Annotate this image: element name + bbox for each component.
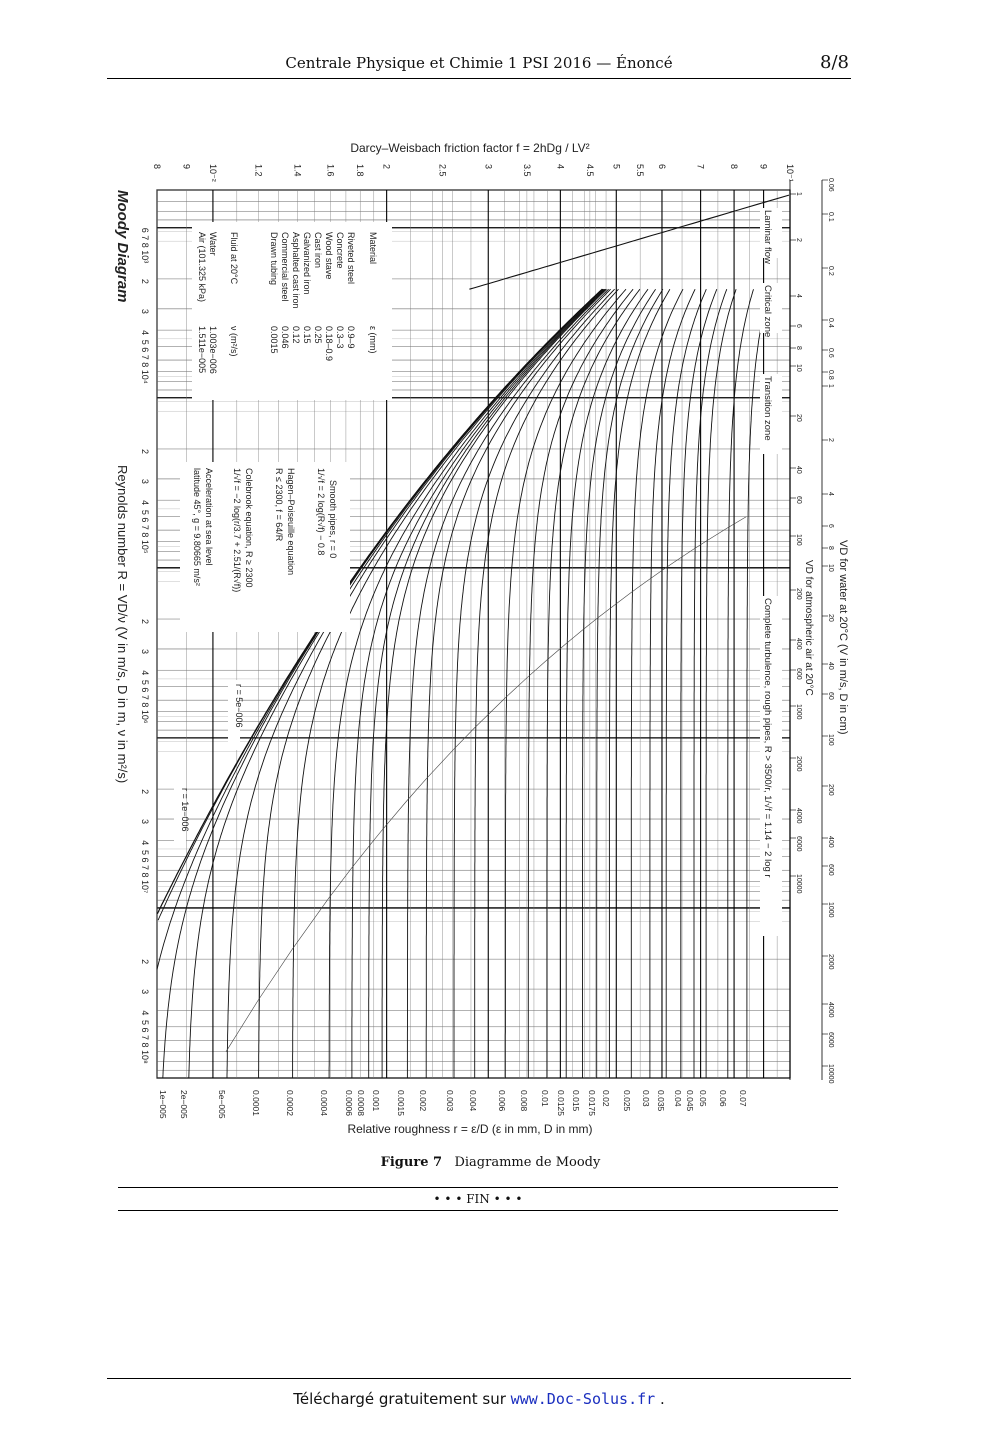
water-tick-label: 6000 xyxy=(795,836,802,852)
air-tick-label: 0.06 xyxy=(827,178,834,192)
roughness-label: 0.0125 xyxy=(556,1090,566,1116)
gravity-value: latitude 45°, g = 9.80665 m/s² xyxy=(192,468,202,586)
reynolds-tick-label: 4 xyxy=(140,670,150,676)
water-tick-label: 60 xyxy=(795,496,802,504)
reynolds-tick-label: 2 xyxy=(140,789,150,795)
friction-tick-label: 8 xyxy=(729,164,740,170)
water-axis-label: VD for water at 20°C (V in m/s, D in cm) xyxy=(837,540,849,735)
air-tick-label: 0.8 xyxy=(827,370,834,380)
gravity-note: Acceleration at sea level xyxy=(204,468,214,566)
colebrook-curve xyxy=(631,289,683,1078)
friction-tick-label: 7 xyxy=(695,164,706,170)
air-tick-label: 1000 xyxy=(827,902,834,918)
fluid-name: Air (101.325 kPa) xyxy=(197,232,207,303)
air-tick-label: 200 xyxy=(827,784,834,796)
footer-text xyxy=(293,1390,664,1408)
material-name: Commercial steel xyxy=(280,232,290,302)
material-epsilon: 0.9–9 xyxy=(346,326,356,349)
colebrook-curve xyxy=(597,289,663,1078)
reynolds-tick-label: 3 xyxy=(140,478,150,484)
water-tick-label: 600 xyxy=(795,668,802,680)
friction-axis-label: Darcy–Weisbach friction factor f = 2hDg / LV² xyxy=(350,141,590,155)
fluid-nu: 1.511e−005 xyxy=(197,326,207,374)
region-label: Laminar flow xyxy=(762,210,773,264)
curve-label: r = 5e−006 xyxy=(234,684,244,728)
reynolds-tick-label: 6 7 8 10³ xyxy=(140,227,150,264)
air-tick-label: 0.1 xyxy=(827,212,834,222)
water-tick-label: 4 xyxy=(795,294,802,298)
air-tick-label: 1 xyxy=(827,384,834,388)
region-label: Complete turbulence, rough pipes, R > 3500/r, 1/√f = 1.14 − 2 log r xyxy=(762,598,773,878)
reynolds-tick-label: 2 xyxy=(140,278,150,284)
footer-suffix: . xyxy=(659,1390,665,1408)
smooth-pipe-label: Smooth pipes, r = 0 xyxy=(328,480,338,559)
reynolds-tick-label: 4 xyxy=(140,500,150,506)
roughness-label: 0.0015 xyxy=(396,1090,406,1116)
nu-header: ν (m²/s) xyxy=(229,326,239,357)
water-tick-label: 1 xyxy=(795,192,802,196)
figure-text: Diagramme de Moody xyxy=(454,1155,601,1170)
figure-label: Figure 7 xyxy=(380,1155,443,1170)
colebrook-curve xyxy=(650,289,695,1078)
roughness-labels xyxy=(158,1090,748,1119)
curve-label: r = 1e−006 xyxy=(180,788,190,832)
reynolds-tick-label: 5 6 7 8 10⁵ xyxy=(140,509,150,554)
roughness-label: 0.002 xyxy=(418,1090,428,1112)
air-tick-label: 8 xyxy=(827,546,834,550)
friction-tick-labels xyxy=(152,164,795,182)
air-tick-label: 4 xyxy=(827,492,834,496)
friction-tick-label: 1.8 xyxy=(355,164,366,177)
material-header: Material xyxy=(368,232,378,265)
footer-link[interactable]: www.Doc-Solus.fr xyxy=(510,1390,656,1408)
air-tick-label: 0.6 xyxy=(827,348,834,358)
reynolds-tick-label: 4 xyxy=(140,840,150,846)
material-epsilon: 0.12 xyxy=(291,326,301,344)
air-tick-label: 2000 xyxy=(827,954,834,970)
friction-tick-label: 1.6 xyxy=(325,164,336,177)
roughness-label: 0.07 xyxy=(738,1090,748,1107)
reynolds-tick-label: 3 xyxy=(140,648,150,654)
header-title: Centrale Physique et Chimie 1 PSI 2016 — Énoncé xyxy=(285,54,673,72)
material-name: Asphalted cast iron xyxy=(291,232,301,309)
colebrook-curve xyxy=(728,289,754,1078)
water-tick-label: 1000 xyxy=(795,704,802,720)
air-tick-label: 600 xyxy=(827,864,834,876)
reynolds-tick-label: 2 xyxy=(140,448,150,454)
colebrook-curve xyxy=(407,289,608,1078)
equations-box xyxy=(180,462,350,632)
roughness-label: 2e−005 xyxy=(179,1090,189,1119)
air-tick-label: 4000 xyxy=(827,1002,834,1018)
laminar-line xyxy=(469,195,789,289)
roughness-label: 0.01 xyxy=(540,1090,550,1107)
air-tick-label: 20 xyxy=(827,614,834,622)
material-name: Cast iron xyxy=(313,232,323,269)
material-epsilon: 0.15 xyxy=(302,326,312,344)
reynolds-tick-label: 3 xyxy=(140,308,150,314)
region-label: Transition zone xyxy=(762,376,773,441)
page-number: 8/8 xyxy=(820,52,849,73)
chart-title: Moody Diagram xyxy=(114,190,131,303)
fluid-name: Water xyxy=(208,232,218,256)
hagen-label: Hagen–Poiseuille equation xyxy=(286,468,296,576)
reynolds-tick-label: 2 xyxy=(140,619,150,625)
reynolds-tick-label: 2 xyxy=(140,959,150,965)
air-tick-label: 400 xyxy=(827,836,834,848)
water-tick-label: 10 xyxy=(795,364,802,372)
reynolds-axis-label: Reynolds number R = VD/ν (V in m/s, D in m, ν in m²/s) xyxy=(115,465,130,784)
roughness-label: 0.03 xyxy=(641,1090,651,1107)
friction-tick-label: 4 xyxy=(555,164,566,170)
friction-tick-label: 1.4 xyxy=(292,164,303,177)
air-tick-label: 10000 xyxy=(827,1064,834,1084)
smooth-pipe-eq: 1/√f = 2 log(R√f) − 0.8 xyxy=(316,468,326,556)
friction-axis-title xyxy=(350,141,589,155)
roughness-label: 0.015 xyxy=(571,1090,581,1112)
roughness-curves xyxy=(157,289,769,1078)
figure-caption xyxy=(0,1155,981,1170)
right-axes xyxy=(790,178,849,1084)
roughness-label: 0.0001 xyxy=(251,1090,261,1116)
material-epsilon: 0.18–0.9 xyxy=(324,326,334,362)
material-epsilon: 0.0015 xyxy=(269,326,279,354)
water-tick-label: 400 xyxy=(795,638,802,650)
colebrook-curve xyxy=(189,289,603,1078)
roughness-label: 0.05 xyxy=(698,1090,708,1107)
water-tick-label: 8 xyxy=(795,346,802,350)
colebrook-curve xyxy=(505,289,626,1078)
friction-tick-label: 3.5 xyxy=(521,164,532,177)
water-tick-label: 4000 xyxy=(795,808,802,824)
hagen-eq: R ≤ 2300, f = 64/R xyxy=(274,468,284,542)
friction-tick-label: 2.5 xyxy=(437,164,448,177)
water-tick-label: 2 xyxy=(795,238,802,242)
air-tick-label: 6000 xyxy=(827,1032,834,1048)
roughness-label: 0.04 xyxy=(673,1090,683,1107)
air-tick-label: 60 xyxy=(827,692,834,700)
material-epsilon: 0.3–3 xyxy=(335,326,345,349)
material-name: Wood stave xyxy=(324,232,334,280)
material-table xyxy=(192,222,392,400)
reynolds-tick-label: 5 6 7 8 10⁴ xyxy=(140,339,150,384)
roughness-label: 0.02 xyxy=(601,1090,611,1107)
reynolds-tick-label: 4 xyxy=(140,1010,150,1016)
colebrook-eq: 1/√f = −2 log(r/3.7 + 2.51/(R√f)) xyxy=(232,468,242,593)
friction-tick-label: 1.2 xyxy=(253,164,264,177)
air-tick-label: 10 xyxy=(827,564,834,572)
roughness-label: 0.025 xyxy=(622,1090,632,1112)
reynolds-tick-label: 3 xyxy=(140,819,150,825)
material-epsilon: 0.25 xyxy=(313,326,323,344)
roughness-label: 0.001 xyxy=(371,1090,381,1112)
friction-tick-label: 9 xyxy=(758,164,769,170)
air-tick-label: 0.4 xyxy=(827,318,834,328)
fin-banner: • • • FIN • • • xyxy=(118,1187,838,1211)
friction-tick-label: 9 xyxy=(181,164,192,170)
reynolds-tick-label: 5 6 7 8 10⁷ xyxy=(140,849,150,894)
roughness-label: 0.0002 xyxy=(285,1090,295,1116)
water-tick-label: 200 xyxy=(795,588,802,600)
colebrook-curve xyxy=(528,289,633,1078)
water-tick-label: 10000 xyxy=(795,874,802,894)
material-name: Drawn tubing xyxy=(269,232,279,286)
water-tick-label: 40 xyxy=(795,466,802,474)
friction-tick-label: 2 xyxy=(381,164,392,170)
roughness-label: 0.006 xyxy=(497,1090,507,1112)
roughness-label: 0.0004 xyxy=(319,1090,329,1116)
region-label: Critical zone xyxy=(762,285,773,338)
water-tick-label: 20 xyxy=(795,414,802,422)
water-tick-label: 100 xyxy=(795,534,802,546)
material-name: Riveted steel xyxy=(346,232,356,285)
roughness-label: 0.003 xyxy=(445,1090,455,1112)
friction-tick-label: 6 xyxy=(656,164,667,170)
epsilon-header: ε (mm) xyxy=(368,326,378,354)
friction-tick-label: 3 xyxy=(483,164,494,170)
roughness-label: 0.045 xyxy=(685,1090,695,1112)
reynolds-tick-labels xyxy=(140,228,150,1064)
colebrook-curve xyxy=(566,289,648,1078)
roughness-label: 0.035 xyxy=(656,1090,666,1112)
friction-tick-label: 4.5 xyxy=(584,164,595,177)
colebrook-curve xyxy=(694,289,727,1078)
page-footer xyxy=(107,1378,851,1424)
roughness-label: 0.0175 xyxy=(587,1090,597,1116)
material-name: Galvanized iron xyxy=(302,232,312,295)
fluid-header: Fluid at 20°C xyxy=(229,232,239,285)
air-axis-label: VD for atmospheric air at 20°C xyxy=(803,560,814,696)
roughness-label: 0.0008 xyxy=(356,1090,366,1116)
air-tick-label: 40 xyxy=(827,662,834,670)
friction-tick-label: 5.5 xyxy=(635,164,646,177)
reynolds-tick-label: 3 xyxy=(140,989,150,995)
colebrook-curve xyxy=(706,289,736,1078)
reynolds-tick-label: 4 xyxy=(140,330,150,336)
roughness-label: 1e−005 xyxy=(158,1090,168,1119)
friction-tick-label: 5 xyxy=(611,164,622,170)
roughness-axis-label: Relative roughness r = ε/D (ε in mm, D in mm) xyxy=(347,1122,593,1136)
roughness-label: 0.008 xyxy=(519,1090,529,1112)
friction-tick-label: 8 xyxy=(152,164,162,170)
fluid-nu: 1.003e−006 xyxy=(208,326,218,374)
roughness-label: 0.06 xyxy=(718,1090,728,1107)
colebrook-label: Colebrook equation, R ≥ 2300 xyxy=(244,468,254,588)
footer-label: Téléchargé gratuitement sur xyxy=(293,1390,506,1408)
material-name: Concrete xyxy=(335,232,345,269)
colebrook-curve xyxy=(681,289,717,1078)
water-tick-label: 6 xyxy=(795,324,802,328)
air-tick-label: 6 xyxy=(827,524,834,528)
water-tick-label: 2000 xyxy=(795,756,802,772)
reynolds-tick-label: 5 6 7 8 10⁶ xyxy=(140,679,150,724)
roughness-label: 0.0006 xyxy=(344,1090,354,1116)
friction-tick-label: 10⁻¹ xyxy=(785,164,795,182)
air-tick-label: 100 xyxy=(827,734,834,746)
roughness-label: 0.004 xyxy=(468,1090,478,1112)
air-tick-label: 0.2 xyxy=(827,266,834,276)
friction-tick-label: 10⁻² xyxy=(207,164,218,182)
air-tick-label: 2 xyxy=(827,438,834,442)
reynolds-tick-label: 5 6 7 8 10⁸ xyxy=(140,1020,150,1064)
roughness-label: 5e−005 xyxy=(217,1090,227,1119)
colebrook-curve xyxy=(293,289,603,1078)
material-epsilon: 0.046 xyxy=(280,326,290,349)
